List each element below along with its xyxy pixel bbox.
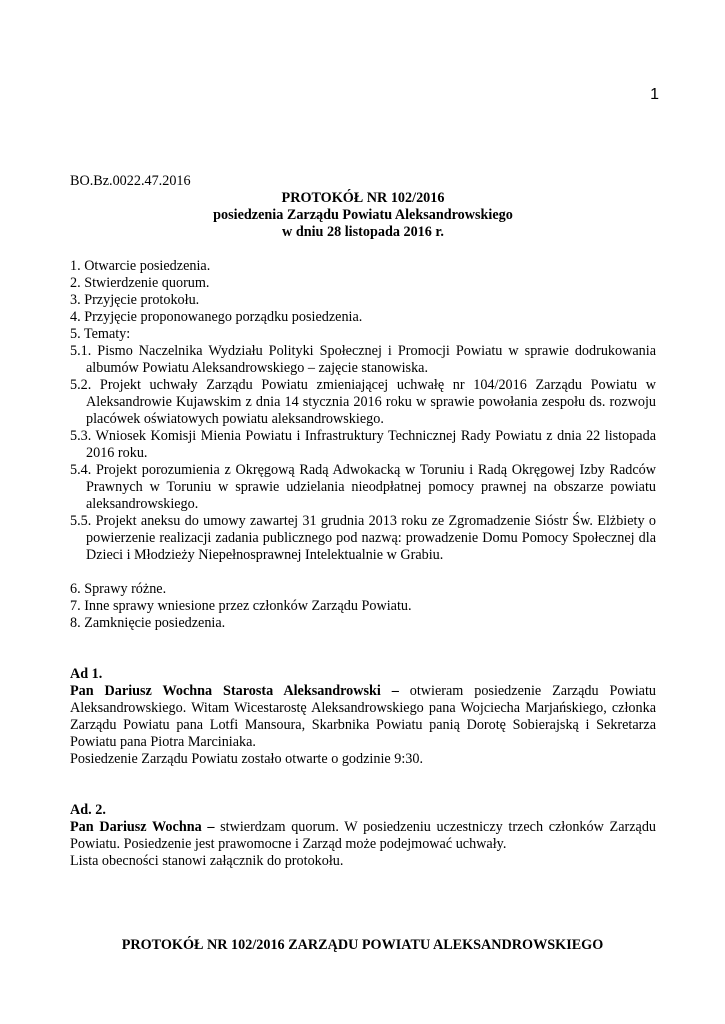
agenda-topic: 5.5. Projekt aneksu do umowy zawartej 31 grudnia 2013 roku ze Zgromadzenie Sióstr Św. Elżbiety o powierzenie realizacji zadania publicznego pod nazwą: prowadzenie Domu Pomocy Społecznej dla Dzieci i Młodzieży Niepełnosprawnej Intelektualnie w Grabiu. bbox=[70, 513, 656, 563]
agenda-topic: 5.3. Wniosek Komisji Mienia Powiatu i Infrastruktury Technicznej Rady Powiatu z dnia 22 listopada 2016 roku. bbox=[70, 428, 656, 461]
page-number: 1 bbox=[650, 86, 659, 103]
section-paragraph bbox=[70, 683, 656, 751]
closing-line: Posiedzenie Zarządu Powiatu zostało otwarte o godzinie 9:30. bbox=[70, 751, 424, 767]
reference-number: BO.Bz.0022.47.2016 bbox=[70, 173, 191, 189]
document-body bbox=[70, 173, 656, 870]
section-heading: Ad. 2. bbox=[70, 802, 106, 818]
agenda-item: 6. Sprawy różne. bbox=[70, 581, 167, 597]
agenda bbox=[70, 258, 656, 632]
section-ad1 bbox=[70, 666, 656, 768]
page-footer: PROTOKÓŁ NR 102/2016 ZARZĄDU POWIATU ALEKSANDROWSKIEGO bbox=[121, 937, 604, 953]
speaker-name: Pan Dariusz Wochna Starosta Aleksandrowski – bbox=[70, 683, 399, 699]
title-line-2: posiedzenia Zarządu Powiatu Aleksandrowskiego bbox=[213, 207, 513, 223]
agenda-item: 3. Przyjęcie protokołu. bbox=[70, 292, 200, 308]
agenda-item: 1. Otwarcie posiedzenia. bbox=[70, 258, 211, 274]
section-ad2 bbox=[70, 802, 656, 870]
section-heading: Ad 1. bbox=[70, 666, 103, 682]
title-line-1: PROTOKÓŁ NR 102/2016 bbox=[281, 190, 445, 206]
agenda-item: 5. Tematy: bbox=[70, 326, 131, 342]
agenda-item: 2. Stwierdzenie quorum. bbox=[70, 275, 210, 291]
statement-text: otwieram posiedzenie Zarządu Powiatu Aleksandrowskiego. Witam Wicestarostę Aleksandrowskiego pana Wojciecha Marjańskiego, członka Zarządu Powiatu pana Lotfi Mansoura, Skarbnika Powiatu panią Dorotę Sobierajską i Sekretarza Powiatu pana Piotra Marciniaka. bbox=[70, 683, 656, 750]
agenda-item: 8. Zamknięcie posiedzenia. bbox=[70, 615, 226, 631]
speaker-name: Pan Dariusz Wochna – bbox=[70, 819, 215, 835]
title-line-3: w dniu 28 listopada 2016 r. bbox=[282, 224, 444, 240]
agenda-topic: 5.1. Pismo Naczelnika Wydziału Polityki Społecznej i Promocji Powiatu w sprawie dodrukowania albumów Powiatu Aleksandrowskiego – zajęcie stanowiska. bbox=[70, 343, 656, 376]
agenda-item: 4. Przyjęcie proponowanego porządku posiedzenia. bbox=[70, 309, 363, 325]
closing-line: Lista obecności stanowi załącznik do protokołu. bbox=[70, 853, 344, 869]
section-paragraph bbox=[70, 819, 656, 853]
agenda-topic: 5.2. Projekt uchwały Zarządu Powiatu zmieniającej uchwałę nr 104/2016 Zarządu Powiatu w Aleksandrowie Kujawskim z dnia 14 stycznia 2016 roku w sprawie powołania zespołu ds. rozwoju placówek oświatowych powiatu aleksandrowskiego. bbox=[70, 377, 656, 427]
agenda-topic: 5.4. Projekt porozumienia z Okręgową Radą Adwokacką w Toruniu i Radą Okręgowej Izby Radców Prawnych w Toruniu w sprawie udzielania nieodpłatnej pomocy prawnej na obszarze powiatu aleksandrowskiego. bbox=[70, 462, 656, 512]
agenda-item: 7. Inne sprawy wniesione przez członków Zarządu Powiatu. bbox=[70, 598, 412, 614]
statement-text: stwierdzam quorum. W posiedzeniu uczestniczy trzech członków Zarządu Powiatu. Posiedzenie jest prawomocne i Zarząd może podejmować uchwały. bbox=[70, 819, 657, 852]
